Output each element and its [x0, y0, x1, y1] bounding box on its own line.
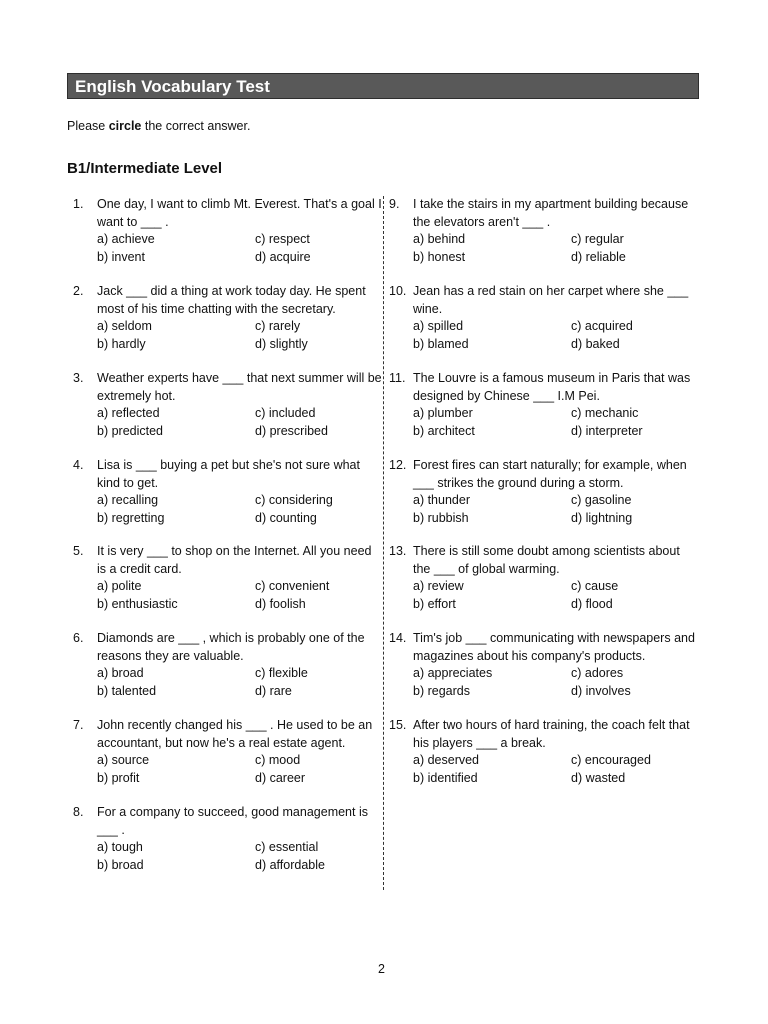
question-text: For a company to succeed, good management is ___ .	[97, 805, 368, 837]
option-c[interactable]: c) flexible	[255, 666, 308, 680]
question-text: John recently changed his ___ . He used to be an accountant, but now he's a real estate agent.	[97, 718, 373, 750]
option-b[interactable]: b) rubbish	[413, 510, 469, 525]
question-number: 12.	[389, 458, 407, 472]
option-c[interactable]: c) mood	[255, 753, 301, 767]
instruction	[67, 118, 250, 134]
question-text: Forest fires can start naturally; for example, when ___ strikes the ground during a storm.	[413, 458, 687, 490]
option-a[interactable]: a) polite	[97, 579, 142, 593]
question-text: One day, I want to climb Mt. Everest. That's a goal I want to ___ .	[97, 197, 382, 229]
option-a[interactable]: a) source	[97, 753, 150, 767]
option-b[interactable]: b) profit	[97, 770, 140, 785]
option-d[interactable]: d) reliable	[571, 249, 626, 264]
option-a[interactable]: a) plumber	[413, 406, 473, 420]
option-c[interactable]: c) included	[255, 406, 316, 420]
level-heading: B1/Intermediate Level	[67, 160, 223, 177]
option-d[interactable]: d) interpreter	[571, 423, 643, 438]
question-text: Jack ___ did a thing at work today day. He spent most of his time chatting with the secretary.	[97, 284, 366, 316]
option-a[interactable]: a) behind	[413, 232, 466, 246]
question-number: 13.	[389, 544, 407, 558]
question-number: 1.	[73, 197, 84, 211]
question-number: 14.	[389, 631, 407, 645]
option-d[interactable]: d) rare	[255, 683, 292, 698]
question-text: I take the stairs in my apartment building because the elevators aren't ___ .	[413, 197, 689, 229]
option-d[interactable]: d) flood	[571, 596, 613, 611]
question-text: Jean has a red stain on her carpet where she ___ wine.	[413, 284, 689, 316]
instruction-pre: Please	[67, 119, 109, 133]
option-c[interactable]: c) convenient	[255, 579, 330, 593]
option-d[interactable]: d) career	[255, 770, 306, 785]
option-d[interactable]: d) wasted	[571, 770, 626, 785]
page-title: English Vocabulary Test	[75, 77, 270, 96]
option-a[interactable]: a) tough	[97, 840, 143, 854]
question-text: There is still some doubt among scientists about the ___ of global warming.	[413, 544, 680, 576]
option-b[interactable]: b) regretting	[97, 510, 165, 525]
option-b[interactable]: b) regards	[413, 683, 470, 698]
question-text: After two hours of hard training, the coach felt that his players ___ a break.	[413, 718, 690, 750]
option-a[interactable]: a) spilled	[413, 319, 464, 333]
page-number: 2	[378, 962, 385, 976]
question-text: Lisa is ___ buying a pet but she's not sure what kind to get.	[97, 458, 360, 490]
option-c[interactable]: c) respect	[255, 232, 310, 246]
option-b[interactable]: b) invent	[97, 249, 145, 264]
question-number: 6.	[73, 631, 84, 645]
option-a[interactable]: a) achieve	[97, 232, 155, 246]
option-a[interactable]: a) appreciates	[413, 666, 493, 680]
option-b[interactable]: b) enthusiastic	[97, 596, 178, 611]
question-number: 3.	[73, 371, 84, 385]
option-b[interactable]: b) broad	[97, 857, 144, 872]
question-number: 15.	[389, 718, 407, 732]
instruction-post: the correct answer.	[141, 119, 251, 133]
question-number: 7.	[73, 718, 84, 732]
option-b[interactable]: b) hardly	[97, 336, 146, 351]
option-c[interactable]: c) cause	[571, 579, 619, 593]
option-b[interactable]: b) talented	[97, 683, 157, 698]
option-c[interactable]: c) regular	[571, 232, 624, 246]
option-c[interactable]: c) considering	[255, 493, 333, 507]
option-b[interactable]: b) predicted	[97, 423, 164, 438]
question-number: 8.	[73, 805, 84, 819]
option-a[interactable]: a) broad	[97, 666, 144, 680]
question-text: Diamonds are ___ , which is probably one of the reasons they are valuable.	[97, 631, 365, 663]
option-d[interactable]: d) prescribed	[255, 423, 328, 438]
option-a[interactable]: a) thunder	[413, 493, 470, 507]
option-c[interactable]: c) acquired	[571, 319, 633, 333]
question-number: 4.	[73, 458, 84, 472]
option-a[interactable]: a) seldom	[97, 319, 152, 333]
question-number: 10.	[389, 284, 407, 298]
option-c[interactable]: c) adores	[571, 666, 624, 680]
option-d[interactable]: d) counting	[255, 510, 317, 525]
instruction-emphasis: circle	[108, 119, 142, 133]
option-c[interactable]: c) rarely	[255, 319, 301, 333]
option-a[interactable]: a) deserved	[413, 753, 480, 767]
option-a[interactable]: a) reflected	[97, 406, 160, 420]
question-number: 9.	[389, 197, 400, 211]
question-text: The Louvre is a famous museum in Paris that was designed by Chinese ___ I.M Pei.	[413, 371, 691, 403]
option-d[interactable]: d) slightly	[255, 336, 308, 351]
option-b[interactable]: b) architect	[413, 423, 475, 438]
option-d[interactable]: d) baked	[571, 336, 620, 351]
question-number: 2.	[73, 284, 84, 298]
question-number: 11.	[389, 371, 406, 385]
option-d[interactable]: d) involves	[571, 683, 631, 698]
title-bar	[67, 73, 699, 99]
option-d[interactable]: d) acquire	[255, 249, 311, 264]
option-b[interactable]: b) blamed	[413, 336, 469, 351]
question-text: Tim's job ___ communicating with newspapers and magazines about his company's products.	[413, 631, 695, 663]
option-d[interactable]: d) lightning	[571, 510, 633, 525]
option-a[interactable]: a) recalling	[97, 493, 159, 507]
option-c[interactable]: c) essential	[255, 840, 319, 854]
question-text: It is very ___ to shop on the Internet. All you need is a credit card.	[97, 544, 372, 576]
question-number: 5.	[73, 544, 84, 558]
option-c[interactable]: c) gasoline	[571, 493, 632, 507]
option-b[interactable]: b) honest	[413, 249, 466, 264]
option-a[interactable]: a) review	[413, 579, 464, 593]
option-c[interactable]: c) encouraged	[571, 753, 651, 767]
column-divider	[383, 196, 384, 890]
option-d[interactable]: d) foolish	[255, 596, 306, 611]
option-b[interactable]: b) effort	[413, 596, 456, 611]
question-text: Weather experts have ___ that next summer will be extremely hot.	[97, 371, 382, 403]
option-c[interactable]: c) mechanic	[571, 406, 639, 420]
option-d[interactable]: d) affordable	[255, 857, 325, 872]
option-b[interactable]: b) identified	[413, 770, 478, 785]
